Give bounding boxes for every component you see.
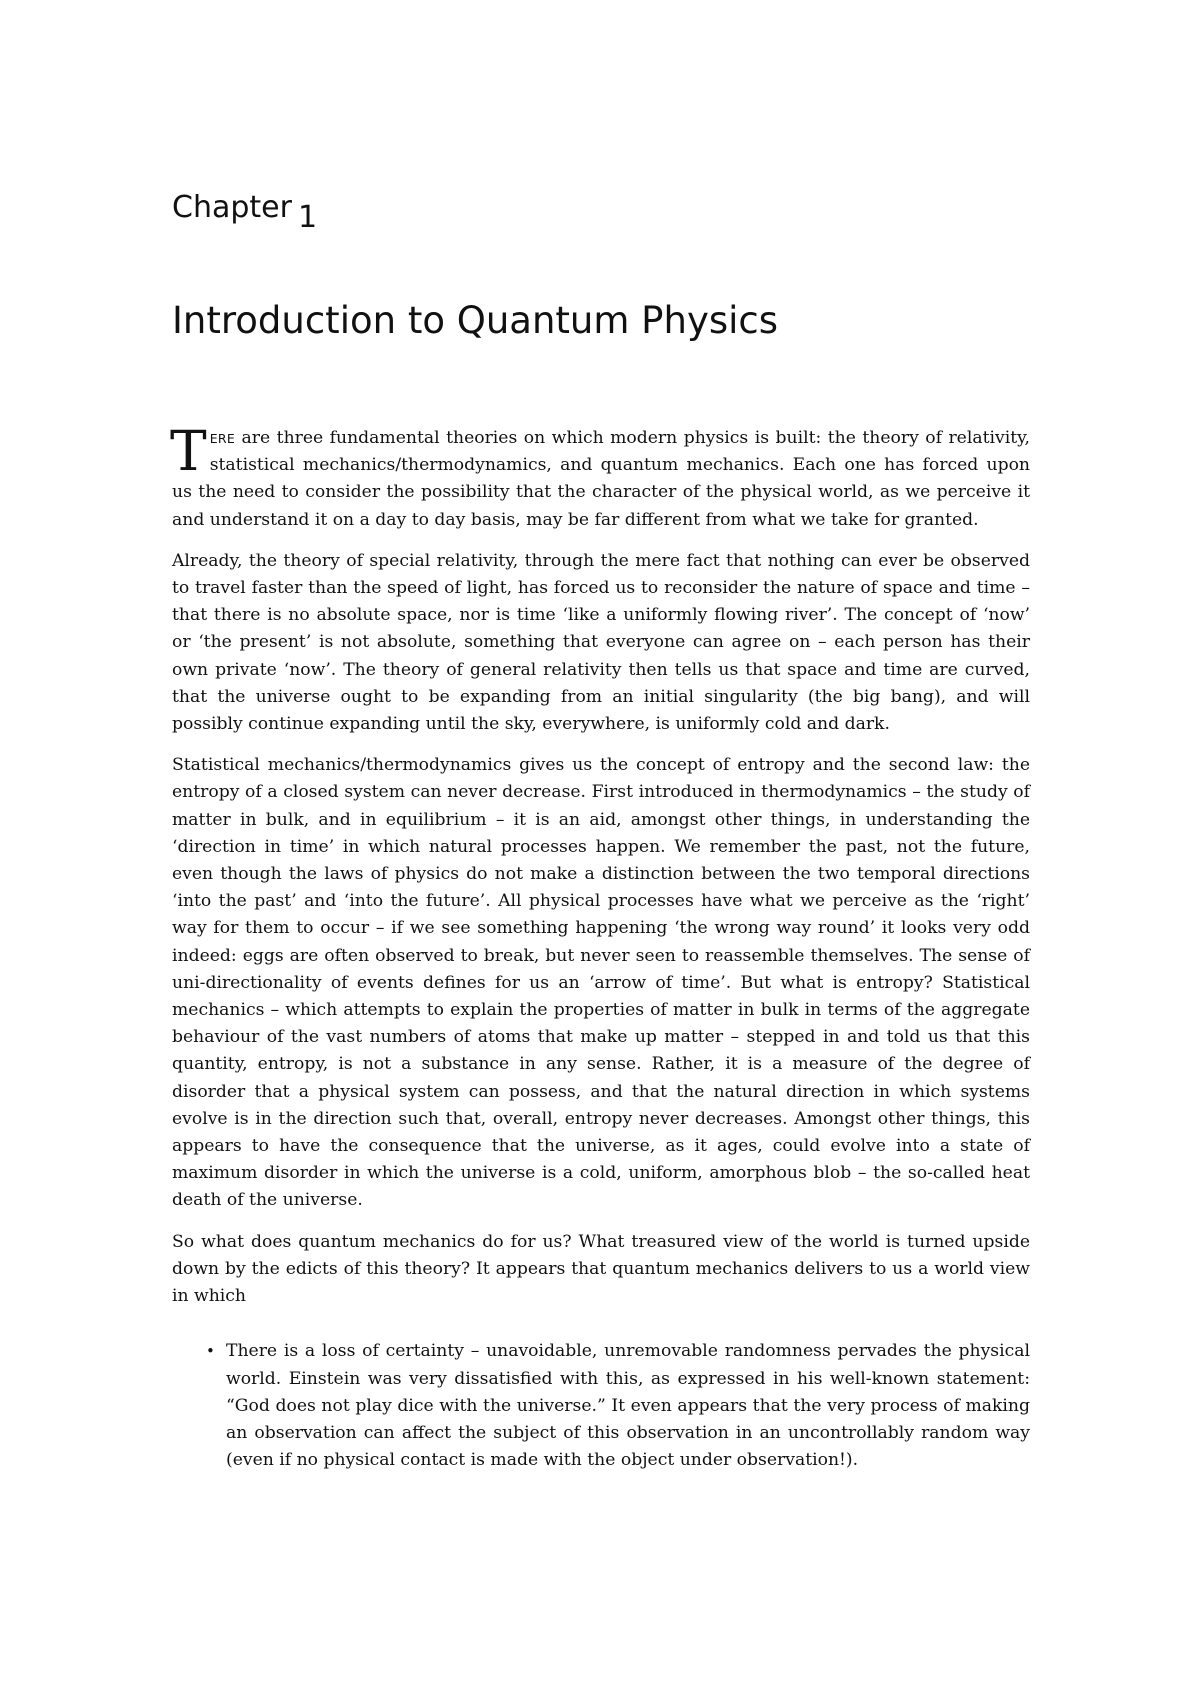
chapter-label bbox=[172, 190, 318, 235]
paragraph-relativity: Already, the theory of special relativity, through the mere fact that nothing can ever be observed to travel faster than the speed of light, has forced us to reconsider the nature of space and time – that there is no absolute space, nor is time ‘like a uniformly flowing river’. The concept of ‘now’ or ‘the present’ is not absolute, something that everyone can agree on – each person has their own private ‘now’. The theory of general relativity then tells us that space and time are curved, that the universe ought to be expanding from an initial singularity (the big bang), and will possibly continue expanding until the sky, everywhere, is uniformly cold and dark. bbox=[172, 550, 1030, 735]
chapter-number: 1 bbox=[297, 200, 318, 235]
list-item bbox=[206, 1338, 1030, 1474]
chapter-title: Introduction to Quantum Physics bbox=[172, 299, 779, 342]
paragraph-thermodynamics: Statistical mechanics/thermodynamics gives us the concept of entropy and the second law: the entropy of a closed system can never decrease. First introduced in thermodynamics – the study of matter in bulk, and in equilibrium – it is an aid, amongst other things, in understanding the ‘direction in time’ in which natural processes happen. We remember the past, not the future, even though the laws of physics do not make a distinction between the two temporal directions ‘into the past’ and ‘into the future’. All physical processes have what we perceive as the ‘right’ way for them to occur – if we see something happening ‘the wrong way round’ it looks very odd indeed: eggs are often observed to break, but never seen to reassemble themselves. The sense of uni-directionality of events defines for us an ‘arrow of time’. But what is entropy? Statistical mechanics – which attempts to explain the properties of matter in bulk in terms of the aggregate behaviour of the vast numbers of atoms that make up matter – stepped in and told us that this quantity, entropy, is not a substance in any sense. Rather, it is a measure of the degree of disorder that a physical system can possess, and that the natural direction in which systems evolve is in the direction such that, overall, entropy never decreases. Amongst other things, this appears to have the consequence that the universe, as it ages, could evolve into a state of maximum disorder in which the universe is a cold, uniform, amorphous blob – the so-called heat death of the universe. bbox=[172, 755, 1030, 1211]
chapter-word: Chapter bbox=[172, 190, 292, 225]
bullet-marker: • bbox=[206, 1342, 215, 1361]
paragraph-intro bbox=[170, 419, 1030, 534]
bullet-list bbox=[172, 1338, 1030, 1474]
bullet-text: There is a loss of certainty – unavoidable, unremovable randomness pervades the physical world. Einstein was very dissatisfied with this, as expressed in his well-known statement: “God does not play dice with the universe.” It even appears that the very process of making an observation can affect the subject of this observation in an uncontrollably random way (even if no physical contact is made with the object under observation!). bbox=[226, 1341, 1030, 1471]
intro-text: are three fundamental theories on which modern physics is built: the theory of relativity, statistical mechanics/thermodynamics, and quantum mechanics. Each one has forced upon us the need to consider the possibility that the character of the physical world, as we perceive it and understand it on a day to day basis, may be far different from what we take for granted. bbox=[172, 428, 1030, 530]
drop-cap: T bbox=[170, 419, 207, 483]
paragraph-quantum: So what does quantum mechanics do for us? What treasured view of the world is turned upside down by the edicts of this theory? It appears that quantum mechanics delivers to us a world view in which bbox=[172, 1231, 1030, 1307]
chapter-body bbox=[170, 419, 1030, 1474]
intro-smallcaps: ERE bbox=[209, 431, 236, 446]
